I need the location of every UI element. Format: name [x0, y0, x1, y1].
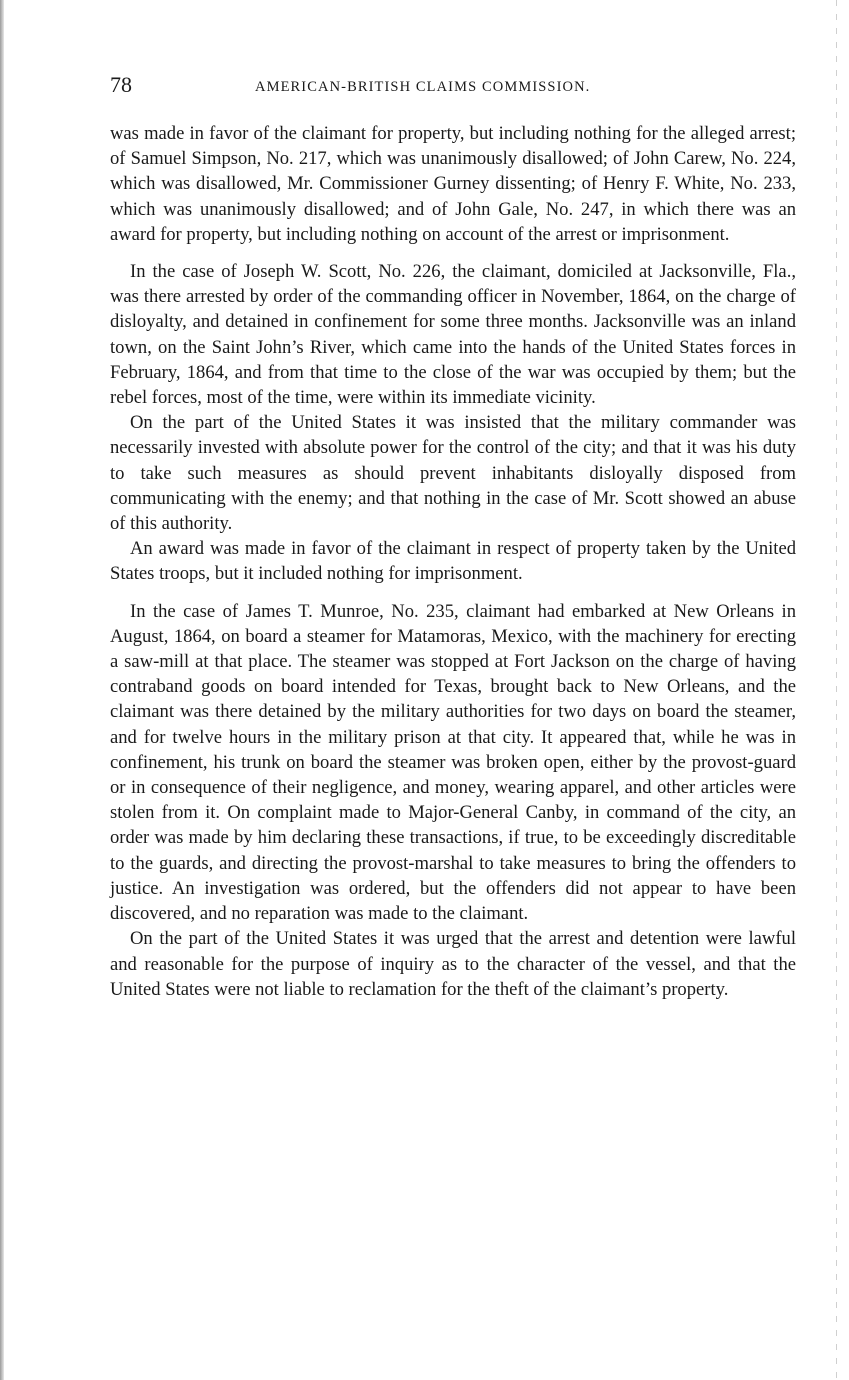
page-edge-marks — [836, 0, 837, 1380]
section-gap — [110, 587, 796, 599]
paragraph-scott-case: In the case of Joseph W. Scott, No. 226, the claimant, domiciled at Jacksonville, Fla., was there arrested by order of the commanding officer in November, 1864, on the charge of disloyalty, and detained in confinement for some three months. Jacksonville was an inland town, on the Saint John’s River, which came into the hands of the United States forces in February, 1864, and from that time to the close of the war was occupied by them; but the rebel forces, most of the time, were within its immediate vicinity. — [110, 261, 796, 409]
paragraph-us-argument-scott: On the part of the United States it was insisted that the military commander was necessarily invested with absolute power for the control of the city; and that it was his duty to take such measures as should prevent inhabitants disloyally disposed from communicating with the enemy; and that nothing in the case of Mr. Scott showed an abuse of this authority. — [110, 412, 796, 535]
paragraph-award-scott: An award was made in favor of the claimant in respect of property taken by the United States troops, but it included nothing for imprisonment. — [110, 538, 796, 585]
section-gap — [110, 247, 796, 259]
paragraph-continuation: was made in favor of the claimant for property, but including nothing for the alleged arrest; of Samuel Simpson, No. 217, which was unanimously disallowed; of John Carew, No. 224, which was disallowed, Mr. Commissioner Gurney dissenting; of Henry F. White, No. 233, which was unanimously disallowed; and of John Gale, No. 247, in which there was an award for property, but including nothing on account of the arrest or imprisonment. — [110, 123, 796, 245]
body-text — [110, 121, 796, 1002]
page-edge-shadow — [0, 0, 4, 1380]
running-head: AMERICAN-BRITISH CLAIMS COMMISSION. — [255, 79, 591, 95]
paragraph-us-argument-munroe: On the part of the United States it was urged that the arrest and detention were lawful and reasonable for the purpose of inquiry as to the character of the vessel, and that the United States were not liable to reclamation for the theft of the claimant’s property. — [110, 928, 796, 1000]
page-header — [110, 72, 800, 106]
paragraph-munroe-case: In the case of James T. Munroe, No. 235, claimant had embarked at New Orleans in August, 1864, on board a steamer for Matamoras, Mexico, with the machinery for erecting a saw-mill at that place. The steamer was stopped at Fort Jackson on the charge of having contraband goods on board intended for Texas, brought back to New Orleans, and the claimant was there detained by the military authorities for two days on board the steamer, and for twelve hours in the military prison at that city. It appeared that, while he was in confinement, his trunk on board the steamer was broken open, either by the provost-guard or in consequence of their negligence, and money, wearing apparel, and other articles were stolen from it. On complaint made to Major-General Canby, in command of the city, an order was made by him declaring these transactions, if true, to be exceedingly discreditable to the guards, and directing the provost-marshal to take measures to bring the offenders to justice. An investigation was ordered, but the offenders did not appear to have been discovered, and no reparation was made to the claimant. — [110, 600, 796, 925]
page-number: 78 — [110, 72, 132, 97]
